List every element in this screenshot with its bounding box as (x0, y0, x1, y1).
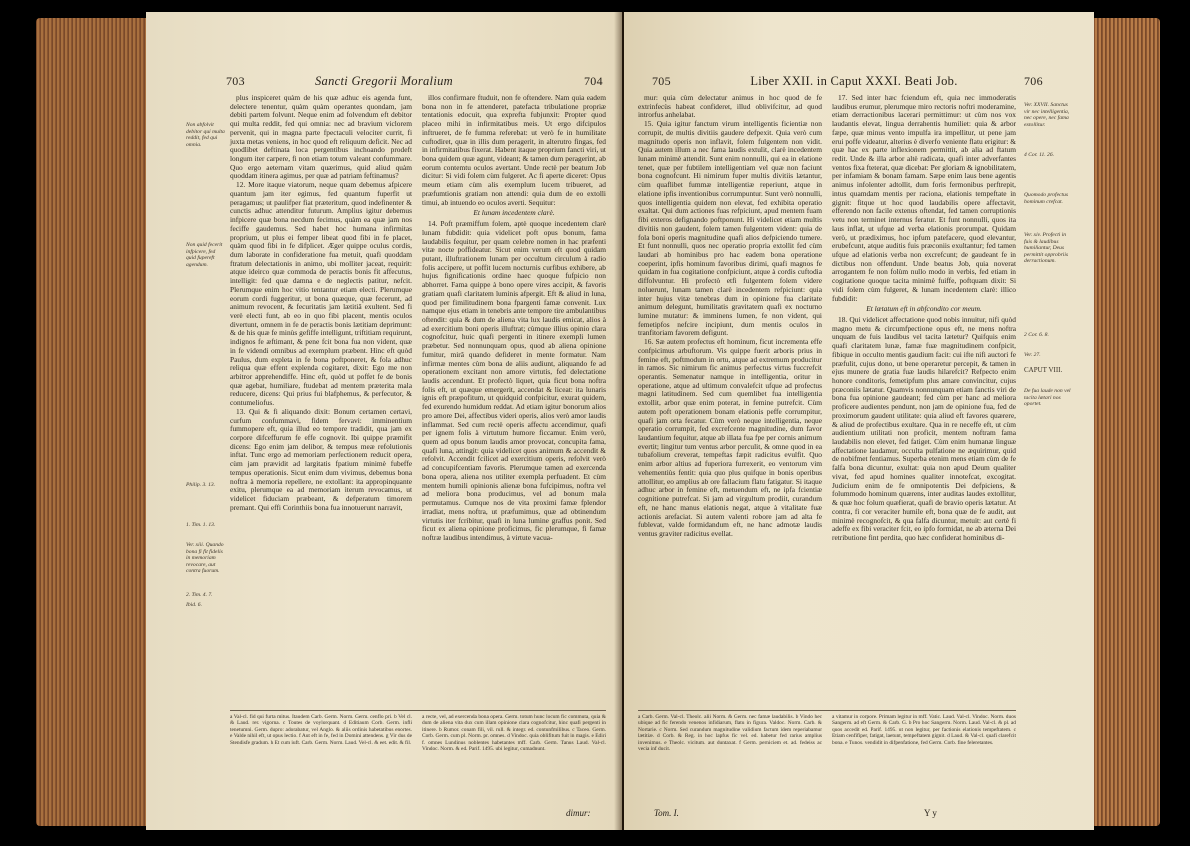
margin-note: Non quid fecerit infpicere, fed quid fupereft agendum. (186, 242, 223, 268)
margin-note: Philip. 3. 13. (186, 482, 216, 488)
right-footnotes-1: a Carb. Germ. Val-cl. Theolc. alii Norm. & Germ. nec famæ laudabilis. b Vindo hec ubique ad fic ferendo venenos infidiarum, flatu in figura. Valdoc. Norm. Carb. & Nortarie. c Norm. Sed curandum magnitudine validium factum idem reperiabamur lætitiæ. d Corb. & Reg. in hoc lapfus fic vel. ed. habetur fed rarius amplius invenimus. e Theolc. vicitum. aut duntaxat. f Germ. perniciem et. ad. fedeiss ac vecia inf ducit. (638, 714, 822, 753)
margin-note: Ver. xiii. Quando bona fi fit fidelis in memoriam revocare, aut contra fuorum. (186, 542, 224, 575)
gathering-signature: Y y (924, 808, 937, 818)
margin-note: 4 Cor. 11. 26. (1024, 152, 1055, 158)
left-margin-notes (186, 122, 226, 609)
left-page (146, 12, 622, 830)
footnote-rule (638, 710, 1016, 711)
left-page-column-2 (422, 94, 606, 706)
paragraph: 13. Qui & fi aliquando dixit: Bonum certamen certavi, curfum confummavi, fidem fervavi: imminentium fummopere eft, quia illud eo tempore tradidit, qua jam ex corpore difceffurum fe effe cognovit. Ibi quippe præmifit dicens: Ego enim jam delibor, & tempus meæ refolutionis inftat. Tunc ergo ad memoriam perfectionem reducit opera, cùm jam prævidit ad largitatis fpatium minimè fubeffe tempus operationis. Sicut enim dum vivimus, debemus bona noftra à memoria repellere, ne extollant: ita appropinquante exitu, plerumque ea ad memoriam iterum revocamus, ut videlicet fiduciam præbeant, & defperatum timorem premant. Qui effi Corinthiis bona fua innotuerunt narravit, (230, 406, 412, 512)
scripture-caption: Et lunam incedentem clarè. (473, 208, 555, 218)
left-page-number-1: 703 (226, 74, 245, 88)
paragraph: 18. Qui videlicet affectatione quod nobis innuitur, nifi quòd magno metu & circumfpectione opus eft, ne mens noftra unquam de fuis laudibus vel tacita lætetur? Quifquis enim quafi claritatem lunæ, famæ fuæ magnitudinem confpicit, fibique in occulto mentis gaudium facit: cui ifte nifi auctori fe præfulit, cujus dono, ut bene operaretur percepit, & tamen in ejus munere de gratia fuæ laudis hilarefcit? Refpecto enim honore conditoris, femetipfum plus amare convincitur, cujus præconiis lætatur. Quamvis nonnunquam etiam fanctis viri de bona fua opinione gaudeant; fed cùm per hanc ad meliora proficere audientes pendunt, non jam de opinione fua, fed de proximorum gaudent utilitate: quia aliud eft favores quærere, & aliud de profectibus exultare. Qua in re neceffe eft, ut cùm audientium utilitati non proficit, mentem noftram fama laudabilis non elevet, fed fatiget. Cùm enim humanæ linguæ affectatione laudamur, occulta pulfatione ne æquirimur, quid de nobifmet fentiamus. Superba etenim mens etiam cùm de fe falfa bona dicuntur, exultat: quia non apud Deum qualiter vivat, fed apud homines qualiter innotefcat, excogitat. Judicium enim de fe omnipotentis Dei defpiciens, & folummodo hominum quærens, inter auditas laudes extollitur, & quæ hoc folum quæfierat, quafi de bravio operis lætatur. At contra, fi cor veraciter humile eft, bona quæ de fe audit, aut minimè recognofcit, & qua falfa dicuntur, metuit: aut certè fi adeffe ex fibi veraciter fcit, eo ipfo formidat, ne ab æterna Dei retributione fint perdita, quo hæc confiderat hominibus di- (832, 314, 1016, 542)
margin-note: Non abfolvit debitor qui multa reddit, fed qui omnia. (186, 122, 225, 148)
right-margin-notes (1024, 102, 1074, 408)
volume-signature: Tom. I. (654, 808, 679, 818)
left-running-title: Sancti Gregorii Moralium (315, 74, 453, 88)
left-page-column-1 (230, 94, 412, 706)
footnote-rule (230, 710, 606, 711)
margin-note: Ver. XXVII. Sanctus vir nec intelligentia, nec opere, nec fama extollitur. (1024, 102, 1070, 128)
paragraph: 16. Sæ autem profectus eft hominum, ficut incrementa effe confpicimus arbuftorum. Vis quippe fuerit arboris prius in femine eft, poftmodum in ortu, atque ad extremum producitur in ramos. Sic nimirum fic animus perfectus virtus fuccrefcit operantis. Semenatur namque in intelligentia, oritur in operatione, atque ad ultimum convalefcit ufque ad profectus magni latitudinem. Sed cum quemlibet fua intelligentia extollit, arbor quæ enim poterat, in femine putrefcit. Cùm autem poft operationem bonam elationis peffe corrumpitur, quafi jam orta fecatur. Cùm verò neque intelligentia, neque operatio corrumpit, fed excrefcente magnitudine, dum favor laudantium fequitur, atque ab illata fua fpe per cornis animum evertit; lingitur tum ventus arbor perculit, & omne quod in ea tubafolium creverat, tempeftas fæpit radicitus evulfit. Quo enim arbor altius ad fuperiora furrexerit, eo ventorum vim vehementiùs fentit: quia quo plus quifque in bonis operibus attollitur, eo amplius ab ore fallacium flatu fatigatur. Si itaque adhuc arbor in femine eft, metuendum eft, ne ipfa fcientiæ cognitione putrefcat. Si jam ad virgultum prodiit, curandum eft, ne hanc manus elationis negat, atque à vitalitate fuæ actionis arefaciat. Si autem valenti robore jam ad alta fe fublevat, valde formidandum eft, ne hanc admotæ laudis ventus graviter radicitus evellat. (638, 337, 822, 538)
right-page (624, 12, 1094, 830)
scripture-caption: Et lætatum eft in abfcondito cor meum. (866, 304, 982, 314)
margin-note: Quomodo profectus hominum crefcat. (1024, 192, 1069, 205)
right-page-number-2: 706 (1024, 74, 1043, 88)
chapter-heading: CAPUT VIII. (1024, 366, 1063, 374)
catchword: dimur: (566, 808, 591, 818)
right-running-title: Liber XXII. in Caput XXXI. Beati Job. (750, 74, 958, 88)
left-footnotes-1: a Val-cl. fid qui furta mitus. Itaudem Carb. Germ. Norm. Germ. cenflo pri. b Vel cl. & Laud. rer. vigorna. c Toutes de voylorquant. d Editiaum Corb. Germ. infli tenetumni. Germ. dupro: adorabatur, vel Anglo. & aliis ordinis habetatibus enortes. e Valde nihil eft, ut opus lectio. f Aut eft in fe, fed in Domini attendens. g Vir dus de Stendisfe gradum. h Et cum iuft. Carb. Germ. Norm. Laud. Vel-cl. & eet. edit. & fil. (230, 714, 412, 746)
right-page-number-1: 705 (652, 74, 671, 88)
open-book (36, 12, 1160, 830)
margin-note: 1. Tim. 1. 13. (186, 522, 216, 528)
paragraph: illos confirmare ftuduit, non fe oftendere. Nam quia eadem bona non in fe attenderet, patefacta tribulatione propriæ tentationis edocuit, qua exprefta fubjunxit: Propter quod placeo mihi in infirmitatibus meis. Ut ergo difcipulos inftrueret, de fe fumma referebat: ut verò fe in humilitate cuftodiret, quæ in illis dum peragerit, in alterutro fingas, fed in infirmitatibus fixerat. Habent itaque proprium fancti viri, ut bona quidem quæ agunt, videant; & tamen dum peragerint, ab eorum contemtu oculos avertant. Unde rectè per beatum Job dicitur: Si vidi folem cùm fulgeret. Ac fi aperte diceret: Opus meum etiam cùm alis exemplum lucem tribueret, ad præfumtionis gratiam non attendi: quia dum de eo extolli timui, ab intuendo eo oculos averti. Sequitur: (422, 93, 606, 207)
paragraph: 14. Poft præmiffum folem, aptè quoque incedentem clarè lunam fubdidit: quia videlicet poft opus bonum, fama laudabilis fequitur, per quam celebre nomen in hac præfenti vitæ nocte poffideatur. Sicut enim verum eft quod quidam putant, illuftrationem lunam per occultum circulum à radio folis accipere, ut poffit lucem nocturnis curfibus exhibere, ab hujus fignificationis ordine haec quoque fufpicio non abhorret. Fama quippe à bono opere vires accipit, & favoris gratiam quafi claritatem luminis afpergit. Eft & aliud in luna, quod per fimilitudinem bona fpargenti famæ convenit. Lux namque ejus etiam in tenebris ante tempore tire ambulantibus oftendit: quia & dum de aliena vita lux laudis emicat, alios à ad exercitium boni operis illuftrat; cùmque illius opinio clara cognofcitur, huic quafi pergenti in itinere exempli lumen præbetur. Sed nonnunquam opus, quod ab aliena opinione fumitur, mirâ quando defideret in mente formatur. Nam infirmæ mentes cùm bona de aliis audiunt, aliquando fe ad operationem excitant non amore virtutis, fed delectatione laudis accendunt. Et profectò liquet, quia ficut bona noftra folis eft, ut quæque emergerit, accendat & liceat: ita lunaris ignis eft præpofitum, ut quidquid confpicitur, exurat quidem, fed exurendo humidum reddat. Ad etiam igitur bonorum alios pro amore Dei, affectibus videri operis, alios verò amor laudis inflammat. Sed cum rectè operis affectu accendimur, quafi per ignem folis à virtutum humore ficcamur. Enim verò, quem ad opus bonum laudis amor provocat, concupita fama, quafi luna, attingit: quia videlicet quos animum & accendit & refolvit. Accendit fcilicet ad exercitium operis, refolvit verò ad concupifcentiam favoris. Plerumque tamen ad exercenda bona opera, aliena nos utiliter exempla perfuadent. Et cùm mentem humili opinionis alienæ bona fufcipimus, noftra vel ad meliora bona producimus, vel ad bonum mala permutamus. Cumque nos de vita proximi famæ fplendor irradiat, mens noftra, ut præfumimus, quæ ad obtinendum virtutis iter fcribitur, quafi in luna lumine graffus ponit. Sed ficut ex aliena opinione proficimus, fic plerumque, fi famæ noftræ laudibus intendimus, à virtute vacua- (422, 219, 606, 542)
left-page-number-2: 704 (584, 74, 603, 88)
paragraph: plus inspiceret quàm de his quæ adhuc eis agenda funt, delectere tenentur, quàm quàm operantes quondam, jam debiti partem folvunt. Neque enim ad folvendum eft debitor qui multa reddit, fed qui omnia: nec ad bravium viclorem pervenit, qui in magna parte fpectaculi velociter currit, fi juxta metas veniens, in hoc quod eft reliquum deficit. Nec ad quodlibet deftinata loca pergentibus inchoando prodeft longum iter carpere, fi non etiam totum valeant confummare. Quo ergo aeternam vitam quærimus, quid aliud quàm quoddam itinera agimus, per quæ ad patriam feftinamus? (230, 93, 412, 181)
left-footnotes-2: a recte, vel, ad exercenda bona opera. Germ. totum hunc locum fic commuta, quia & dum de aliena vita dux cum illam opinione clara cognofcitur, hinc quafi pergenti in itinere. b Rumor. conam fili, vil. rull. & integr. ed. contunfmilibus. c Taceo. Germ. Corb. Germ. cum pl. Norm. pr. omnes. d Vindoc. quia oblifitum fuit in magis. e Ediri f. omnes Lundinus noblentes habetantes mff. Carb. Germ. Tanus Laud. Val-cl. Vindoc. Norm. & ed. Parif. 1495. ubi legitur, cumadnunt. (422, 714, 606, 753)
margin-note: Ver. 27. (1024, 352, 1041, 358)
paragraph: mur: quia cùm delectatur animus in hoc quod de fe extrinfecùs habeat confideret, illud oblivifcitur, ad quod introrfus anhelabat. (638, 93, 822, 120)
right-page-column-1 (638, 94, 822, 706)
margin-note: Ibid. 6. (186, 602, 203, 608)
paragraph: 17. Sed inter hæc fciendum eft, quia nec immoderatis laudibus erumur, plerumque miro rectoris noftri moderamine, etiam derractionibus lacerari permittimur: ut cùm nos vox laudantis elevat, lingua derrahentis humiliet: quia & arbor fæpe, quæ minus vento impulfa ira impellitur, ut pene jam erui poffe videatur, alterius è diverfo veniente flatu erigitur: & quæ hac ex parte inflexionem permittit, ab alia ad ftatum redit. Unde & illa arbor altè radicata, quafi inter adverfantes ventos fixa fteterat, quæ dicebat: Per gloriam & ignobilitatem, per infamiam & bonam famam. Sæpe enim laus bene agentis animus infolenter adtollit, dum foris fermonibus perftrepit, intus quamdam mentis per raciona, elationis tempeftate in gignit: fitque ut hoc quod laudabilis opere affectavit, efferendo non facile extenus oftendat, fed tamen corruptionis vetu non terminet internus feratur. Et funt nonnulli, quos ita laus inflat, ut ufque ad verba elationis prorumpat. Quidam verò, ut prædiximus, hoc ipfum patefacere, quod elevantur, erubefcunt, atque auditis fuis præconiis exultantur; fed tamen ufque ad elationis verba non excrefcunt; de gaudeant fe in dictibus non offendunt. Unde beatus Job, quia noverat arrogantem fe non folùm nullo modo in verbis, fed etiam in cogitatione quoque tacita minimè fuiffe, poftquam dixit: Si vidi folem cùm fulgeret, & lunam incedentem clarè: illico fubdidit: (832, 93, 1016, 303)
margin-note: De fua laude non vel tacita lætari nos oportet. (1024, 388, 1071, 408)
margin-note: 2. Tim. 4. 7. (186, 592, 213, 598)
paragraph: 12. More itaque viatorum, neque quam debemus afpicere quantum jam iter egimus, fed quantum fuperfit ut peragamus; ut paulifper fiat præteritum, quod indefinenter & cunctis adhuc attenditur futurum. Amplius igitur debemus infpicere quæ bona necdum fecimus, quàm ea quæ jam nos feciffe gaudemus. Sed habet hoc humana infirmitas proprium, ut plus ei femper libeat quod fibi in fe placet, quàm quod fibi in fe difplicet. Æger quippe oculus cordis, dum laborate in confideratione fua metuit, quafi quoddam ftratum delectationis in animo, ubi molliter jaceat, requirit: atque ideirco quæ commoda de peractis bonis fit affecutus, intelligit: fed quæ damna e de neglectis patitur, nefcit. Plerumque enim hoc vitio tentantur etiam electi. Plerumque eorum cordi fuggeritur, ut bona quæque, quæ fecerunt, ad animum revocent, & fecuritatis jam lætitiâ exultent. Sed fi verè electi funt, ab eo in quo fibi placent, mentis oculos divertunt, omnem in fe de peractis bonis lætitiam deprimunt: & de his quæ fe minùs gefiffe intelligunt, triftitiam requirunt, indignos fe æftimant, & pene fcit bona fua non vident, quæ in fe videndi omnibus ad exemplum præbent. Hinc eft quòd Paulus, dum expleta in fe bona poftponeret, & fola adhuc reliqua quæ effent explenda cogitaret, dixit: Ego me non arbitror apprehendiffe. Hinc eft, quòd ut poffet fe de bonis quæ agebat, humiliare, ftudebat ad mentem præterita mala reducere, dicens: Qui prius fui blafphemus, & perfecutor, & contumeliofus. (230, 180, 412, 408)
margin-note: 2 Cor. 6. 8. (1024, 332, 1049, 338)
margin-note: Ver. xiv. Profecti in fuis & laudibus humiliantur, Deus permittit opprobriis derractionum. (1024, 232, 1069, 265)
paragraph: 15. Quia igitur fanctum virum intelligentis ficientiæ non corrupit, de multis divitiis gaudere defpexit. Quia verò cum magnitudo operis non inflavit, folem fulgentem non vidit. Quia autem illum a nec fama laudis extulit, clarè incedentem lunam minimè attendit. Sunt enim nonnulli, qui ea in elatione tenet, quæ per fubtilem intelligentiam vel quæ non faciunt bona cognofcunt. Hi nimirum fuper multis divitiis lætantur, cùm quaflibet fummæ intelligentiæ reperiunt, atque in elatione ipfis inventionibus corrumpuntur. Sunt verò nonnulli, quos intelligentia quidem non elevat, fed exhibita operatio exaltat. Qui dum actiones fuas refpiciunt, apud mentem fuam fibi exteros defignando poftponunt. Hi videlicet etiam multis divitiis non gaudent, folem tamen fulgentem vident: quia de fola boni operis magnitudine quafi alios defpiciendo tumere. Et funt nonnulli, quos nec operatio propria extollit fed cùm laudari ab hominibus pro hac eadem bona operatione coeperint, ipfis hominum favoribus dirimi, quafi magnos fe quidam in fua cogitatione confpiciunt, atque à cordis cuftodia diffolvuntur. Hi profectò etfi fulgentem folem videre noluerunt, lunam tamen clarè incedentem refpiciunt: quia inter hujus vitæ tenebras dum in opinione fua claritate animum delegunt, humilitatis gravitatem quafi ex nocturno lumine mutatur: & imminens lumen, fe non vident, qui femetipfos nefcire incipiunt, dum mentis oculos in tranfitoriam favorem defigunt. (638, 119, 822, 338)
right-footnotes-2: a vitamur in corpore. Primam legitur in mff. Vatic. Laud. Val-cl. Vindoc. Norm. duos Sangerm. ad eft Germ. & Carb. G. b Pro hoc Sangerm. Norm. Laud. Val-cl. & pl. ad quos accedit ed. Parif. 1495. ut non legitur, per factionis elationis tempeftatem. c Etiam cenfifiper, fatigat, laetunt, tempeftatem gignit. d Laud. & Val-cl. quafi clarefcit bona. e Tunos. vendidit in difpenfatione, fed Germ. Corb. fine feleretantes. (832, 714, 1016, 746)
right-page-column-2 (832, 94, 1016, 706)
